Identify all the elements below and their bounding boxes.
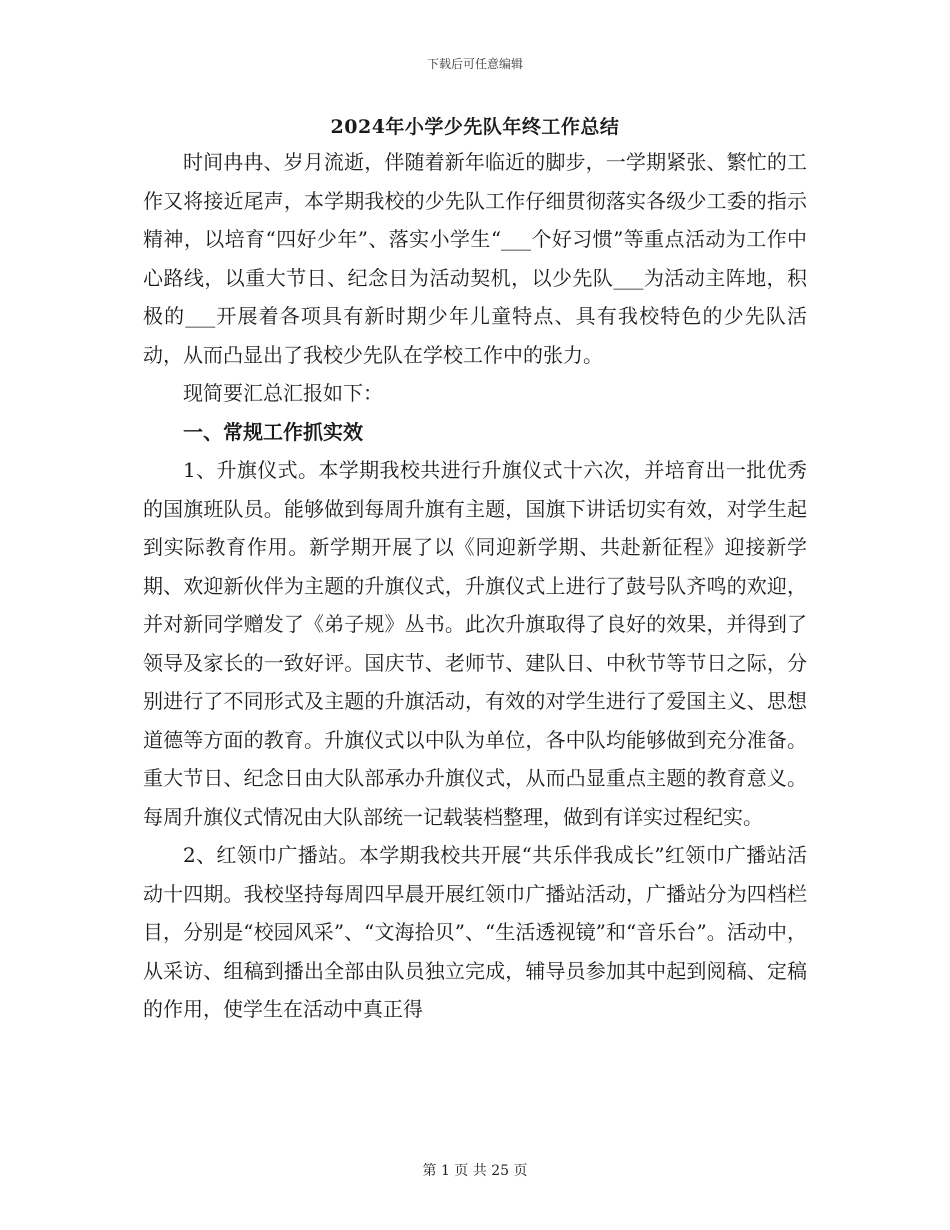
document-body [143, 143, 807, 1029]
header-note: 下载后可任意编辑 [426, 57, 523, 71]
intro-paragraph: 时间冉冉、岁月流逝，伴随着新年临近的脚步，一学期紧张、繁忙的工作又将接近尾声，本学期我校的少先队工作仔细贯彻落实各级少工委的指示精神，以培育“四好少年”、落实小学生“___个好习惯”等重点活动为工作中心路线，以重大节日、纪念日为活动契机，以少先队___为活动主阵地，积极的___开展着各项具有新时期少年儿童特点、具有我校特色的少先队活动，从而凸显出了我校少先队在学校工作中的张力。 [143, 150, 807, 367]
radio-station-paragraph: 2、红领巾广播站。本学期我校共开展“共乐伴我成长”红领巾广播站活动十四期。我校坚持每周四早晨开展红领巾广播站活动，广播站分为四档栏目，分别是“校园风采”、“文海拾贝”、“生活透视镜”和“音乐台”。活动中，从采访、组稿到播出全部由队员独立完成，辅导员参加其中起到阅稿、定稿的作用，使学生在活动中真正得 [143, 843, 807, 1021]
summary-lead-paragraph: 现简要汇总汇报如下： [183, 381, 383, 405]
page-number-footer: 第 1 页 共 25 页 [422, 1163, 528, 1179]
section-heading: 一、常规工作抓实效 [183, 419, 363, 444]
document-title: 2024年小学少先队年终工作总结 [330, 116, 620, 138]
flag-ceremony-paragraph: 1、升旗仪式。本学期我校共进行升旗仪式十六次，并培育出一批优秀的国旗班队员。能够做到每周升旗有主题，国旗下讲话切实有效，对学生起到实际教育作用。新学期开展了以《同迎新学期、共赴新征程》迎接新学期、欢迎新伙伴为主题的升旗仪式，升旗仪式上进行了鼓号队齐鸣的欢迎，并对新同学赠发了《弟子规》丛书。此次升旗取得了良好的效果，并得到了领导及家长的一致好评。国庆节、老师节、建队日、中秋节等节日之际，分别进行了不同形式及主题的升旗活动，有效的对学生进行了爱国主义、思想道德等方面的教育。升旗仪式以中队为单位，各中队均能够做到充分准备。重大节日、纪念日由大队部承办升旗仪式，从而凸显重点主题的教育意义。每周升旗仪式情况由大队部统一记载装档整理，做到有详实过程纪实。 [143, 458, 807, 829]
